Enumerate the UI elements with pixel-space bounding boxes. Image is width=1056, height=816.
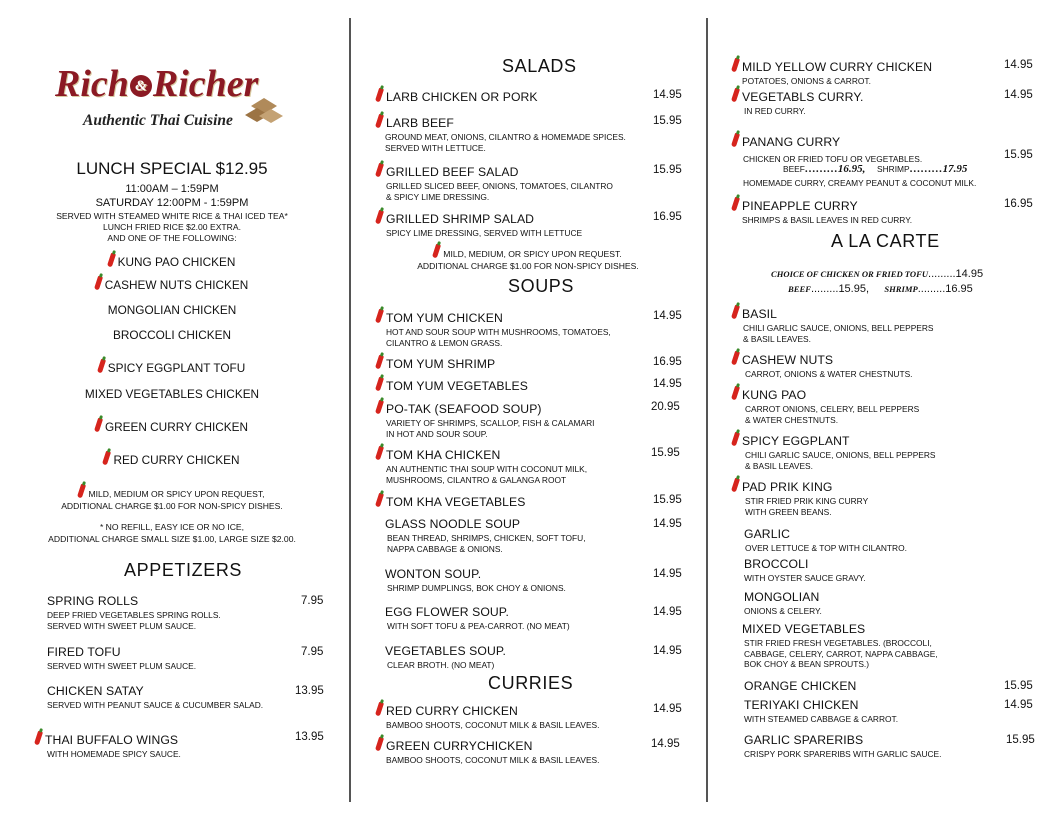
salads-heading: SALADS <box>502 56 577 76</box>
item-name: TOM YUM CHICKEN <box>386 311 503 325</box>
menu-item <box>377 355 677 371</box>
lunch-option: GREEN CURRY CHICKEN <box>22 418 322 434</box>
chili-icon <box>375 309 384 324</box>
item-price: 13.95 <box>295 731 324 743</box>
curries-heading: CURRIES <box>488 673 574 693</box>
chili-icon <box>731 386 740 401</box>
menu-item <box>47 645 327 672</box>
item-desc: IN RED CURRY. <box>744 106 806 116</box>
column-divider-1 <box>349 18 351 802</box>
item-name: EGG FLOWER SOUP. <box>385 605 509 619</box>
menu-item <box>733 351 993 380</box>
item-name: THAI BUFFALO WINGS <box>45 733 179 747</box>
item-price: 14.95 <box>653 89 682 101</box>
item-price: 15.95 <box>653 494 682 506</box>
item-name: BASIL <box>742 307 778 321</box>
lunch-hours-weekday: 11:00AM – 1:59PM <box>125 183 219 195</box>
menu-item <box>744 590 1004 617</box>
logo-word-1: Rich <box>55 63 129 105</box>
item-name: CHICKEN SATAY <box>47 684 144 698</box>
chili-icon <box>375 114 384 129</box>
chili-icon <box>375 377 384 392</box>
lunch-option: RED CURRY CHICKEN <box>22 451 322 467</box>
soups-heading: SOUPS <box>508 276 575 296</box>
chili-icon <box>731 197 740 212</box>
item-price: 14.95 <box>651 738 680 750</box>
chili-icon <box>375 88 384 103</box>
item-desc: BAMBOO SHOOTS, COCONUT MILK & BASIL LEAVES. <box>386 755 600 765</box>
item-desc: CLEAR BROTH. (NO MEAT) <box>387 660 495 670</box>
item-name: TOM YUM VEGETABLES <box>386 379 528 393</box>
item-price: 14.95 <box>653 703 682 715</box>
item-name: SPRING ROLLS <box>47 594 139 608</box>
menu-item <box>744 557 1004 584</box>
item-price: 15.95 <box>1004 680 1033 692</box>
item-desc: OVER LETTUCE & TOP WITH CILANTRO. <box>745 543 907 553</box>
menu-item <box>744 527 1004 554</box>
appetizers-heading: APPETIZERS <box>124 560 243 580</box>
item-name: LARB CHICKEN OR PORK <box>386 90 538 104</box>
item-name: CASHEW NUTS <box>742 353 834 367</box>
chili-icon <box>731 478 740 493</box>
item-price: 15.95 <box>651 447 680 459</box>
item-desc: ONIONS & CELERY. <box>744 606 822 616</box>
logo-tagline: Authentic Thai Cuisine <box>83 112 233 129</box>
item-name: TERIYAKI CHICKEN <box>744 698 859 712</box>
chili-icon <box>731 88 740 103</box>
menu-item <box>733 58 1023 87</box>
menu-item <box>377 737 677 766</box>
item-price: 15.95 <box>653 164 682 176</box>
item-price: 15.95 <box>1004 149 1033 161</box>
item-name: GARLIC <box>744 527 790 541</box>
alacarte-beef-label: BEEF <box>788 284 811 294</box>
item-desc: WITH HOMEMADE SPICY SAUCE. <box>47 749 181 759</box>
item-name: SPICY EGGPLANT <box>742 434 850 448</box>
chili-icon <box>94 276 103 291</box>
panang-beef-label: BEEF <box>783 164 805 174</box>
chili-icon <box>731 58 740 73</box>
chili-icon <box>731 305 740 320</box>
menu-item <box>744 679 1004 693</box>
menu-item <box>744 733 1004 760</box>
item-desc: SHRIMP DUMPLINGS, BOK CHOY & ONIONS. <box>387 583 566 593</box>
item-price: 14.95 <box>653 645 682 657</box>
chili-icon <box>107 253 116 268</box>
item-price: 7.95 <box>301 646 324 658</box>
lunch-option: CASHEW NUTS CHICKEN <box>22 276 322 292</box>
menu-item <box>377 114 677 153</box>
menu-item <box>377 210 677 239</box>
chili-icon <box>375 493 384 508</box>
logo-ornament-icon <box>245 98 283 128</box>
item-name: RED CURRY CHICKEN <box>386 704 518 718</box>
item-price: 14.95 <box>653 568 682 580</box>
item-desc: SHRIMPS & BASIL LEAVES IN RED CURRY. <box>742 215 913 225</box>
panang-shrimp-price: ………17.95 <box>909 163 968 175</box>
item-name: LARB BEEF <box>386 116 454 130</box>
chili-icon <box>375 210 384 225</box>
item-price: 14.95 <box>1004 59 1033 71</box>
chili-icon <box>731 432 740 447</box>
item-desc: CRISPY PORK SPARERIBS WITH GARLIC SAUCE. <box>744 749 942 759</box>
alacarte-shrimp-price: .........16.95 <box>917 283 973 295</box>
chili-icon <box>34 731 43 746</box>
menu-item <box>36 731 316 760</box>
chili-icon <box>375 400 384 415</box>
item-desc: CHILI GARLIC SAUCE, ONIONS, BELL PEPPERS & BASIL LEAVES. <box>745 450 936 471</box>
menu-item <box>733 305 993 344</box>
item-price: 14.95 <box>1004 89 1033 101</box>
menu-item <box>733 197 1023 226</box>
item-name: PAD PRIK KING <box>742 480 833 494</box>
item-name: BROCCOLI <box>744 557 809 571</box>
item-name: PINEAPPLE CURRY <box>742 199 858 213</box>
chili-icon <box>97 359 106 374</box>
lunch-note-served: SERVED WITH STEAMED WHITE RICE & THAI ICED TEA* <box>56 211 288 221</box>
panang-shrimp-label: SHRIMP <box>877 164 910 174</box>
item-price: 7.95 <box>301 595 324 607</box>
menu-item <box>385 567 675 594</box>
item-desc: WITH OYSTER SAUCE GRAVY. <box>744 573 866 583</box>
chili-icon <box>102 451 111 466</box>
item-price: 15.95 <box>1006 734 1035 746</box>
chili-icon <box>77 484 86 499</box>
item-price: 15.95 <box>653 115 682 127</box>
item-price: 14.95 <box>1004 699 1033 711</box>
menu-item <box>742 622 1002 670</box>
alacarte-upgrade-line <box>788 283 973 295</box>
lunch-spicy-note: MILD, MEDIUM OR SPICY UPON REQUEST, ADDITIONAL CHARGE $1.00 FOR NON-SPICY DISHES. <box>22 484 322 512</box>
chili-icon <box>375 702 384 717</box>
item-name: PO-TAK (SEAFOOD SOUP) <box>386 402 542 416</box>
salads-spicy-note: MILD, MEDIUM, OR SPICY UPON REQUEST. ADDITIONAL CHARGE $1.00 FOR NON-SPICY DISHES. <box>378 244 678 272</box>
chili-icon <box>731 133 740 148</box>
item-name: WONTON SOUP. <box>385 567 482 581</box>
lunch-hours-saturday: SATURDAY 12:00PM - 1:59PM <box>95 197 249 209</box>
menu-item <box>385 517 675 554</box>
item-name: TOM YUM SHRIMP <box>386 357 496 371</box>
lunch-special-title: LUNCH SPECIAL $12.95 <box>76 159 268 178</box>
item-name: PANANG CURRY <box>742 135 841 149</box>
menu-item <box>733 133 1033 165</box>
alacarte-heading: A LA CARTE <box>831 231 940 251</box>
item-name: MIXED VEGETABLES <box>742 622 866 636</box>
menu-item <box>377 163 677 202</box>
logo-word-2: Richer <box>152 63 259 105</box>
item-name: MILD YELLOW CURRY CHICKEN <box>742 60 933 74</box>
item-desc: CARROT, ONIONS & WATER CHESTNUTS. <box>745 369 913 379</box>
item-desc: HOT AND SOUR SOUP WITH MUSHROOMS, TOMATOES, CILANTRO & LEMON GRASS. <box>386 327 611 348</box>
item-price: 14.95 <box>653 310 682 322</box>
alacarte-beef-price: .........15.95, <box>810 283 870 295</box>
menu-item <box>733 432 993 471</box>
item-desc: DEEP FRIED VEGETABLES SPRING ROLLS. SERVED WITH SWEET PLUM SAUCE. <box>47 610 221 631</box>
chili-icon <box>375 355 384 370</box>
logo <box>55 62 295 137</box>
item-name: GRILLED BEEF SALAD <box>386 165 519 179</box>
item-price: 14.95 <box>653 606 682 618</box>
chili-icon <box>432 244 441 259</box>
panang-upgrade-prices <box>783 163 967 175</box>
lunch-note-fried-rice: LUNCH FRIED RICE $2.00 EXTRA. <box>102 222 241 232</box>
item-name: GLASS NOODLE SOUP <box>385 517 521 531</box>
item-name: TOM KHA VEGETABLES <box>386 495 526 509</box>
item-desc: WITH SOFT TOFU & PEA-CARROT. (NO MEAT) <box>387 621 570 631</box>
column-divider-2 <box>706 18 708 802</box>
item-desc: STIR FRIED PRIK KING CURRY WITH GREEN BEANS. <box>745 496 869 517</box>
lunch-option: SPICY EGGPLANT TOFU <box>22 359 322 375</box>
menu-item <box>733 478 993 517</box>
alacarte-choice-line <box>771 268 983 280</box>
item-price: 13.95 <box>295 685 324 697</box>
menu-item <box>385 605 675 632</box>
item-desc: SERVED WITH SWEET PLUM SAUCE. <box>47 661 197 671</box>
item-desc: CHILI GARLIC SAUCE, ONIONS, BELL PEPPERS & BASIL LEAVES. <box>743 323 934 344</box>
menu-item <box>377 493 677 509</box>
item-name: GRILLED SHRIMP SALAD <box>386 212 535 226</box>
menu-item <box>377 400 677 439</box>
item-desc: SPICY LIME DRESSING, SERVED WITH LETTUCE <box>386 228 583 238</box>
item-name: FIRED TOFU <box>47 645 121 659</box>
lunch-refill-note: * NO REFILL, EASY ICE OR NO ICE, ADDITIONAL CHARGE SMALL SIZE $1.00, LARGE SIZE $2.00. <box>48 522 296 544</box>
item-desc: VARIETY OF SHRIMPS, SCALLOP, FISH & CALAMARI IN HOT AND SOUR SOUP. <box>386 418 595 439</box>
alacarte-shrimp-label: SHRIMP <box>884 284 918 294</box>
item-price: 16.95 <box>653 356 682 368</box>
item-desc: POTATOES, ONIONS & CARROT. <box>742 76 871 86</box>
lunch-notes <box>22 211 322 244</box>
item-price: 14.95 <box>653 378 682 390</box>
item-name: ORANGE CHICKEN <box>744 679 857 693</box>
lunch-note-choose: AND ONE OF THE FOLLOWING: <box>107 233 237 243</box>
item-name: KUNG PAO <box>742 388 807 402</box>
menu-item <box>377 446 677 485</box>
chili-icon <box>375 446 384 461</box>
menu-item <box>733 386 993 425</box>
item-name: VEGETABLES SOUP. <box>385 644 507 658</box>
lunch-option: MONGOLIAN CHICKEN <box>107 303 237 317</box>
chili-icon <box>375 163 384 178</box>
item-desc: SERVED WITH PEANUT SAUCE & CUCUMBER SALAD. <box>47 700 264 710</box>
item-name: VEGETABLS CURRY. <box>742 90 864 104</box>
item-desc: GROUND MEAT, ONIONS, CILANTRO & HOMEMADE SPICES. SERVED WITH LETTUCE. <box>385 132 626 153</box>
item-desc: BAMBOO SHOOTS, COCONUT MILK & BASIL LEAVES. <box>386 720 600 730</box>
lunch-option: MIXED VEGETABLES CHICKEN <box>84 387 260 401</box>
menu-item <box>47 684 327 711</box>
menu-item <box>377 88 667 104</box>
item-price: 16.95 <box>1004 198 1033 210</box>
panang-beef-price: ………16.95, <box>804 163 866 175</box>
panang-note: HOMEMADE CURRY, CREAMY PEANUT & COCONUT MILK. <box>743 178 977 188</box>
item-desc: BEAN THREAD, SHRIMPS, CHICKEN, SOFT TOFU, NAPPA CABBAGE & ONIONS. <box>387 533 586 554</box>
menu-item <box>47 594 327 631</box>
item-name: GREEN CURRYCHICKEN <box>386 739 533 753</box>
menu-item <box>377 377 677 393</box>
alacarte-choice-label: CHOICE OF CHICKEN OR FRIED TOFU <box>771 269 929 279</box>
menu-item <box>377 309 677 348</box>
item-price: 14.95 <box>653 518 682 530</box>
item-desc: STIR FRIED FRESH VEGETABLES. (BROCCOLI, CABBAGE, CELERY, CARROT, NAPPA CABBAGE, BOK CHOY & BEAN SPROUTS.) <box>744 638 938 670</box>
item-price: 20.95 <box>651 401 680 413</box>
item-name: TOM KHA CHICKEN <box>386 448 501 462</box>
alacarte-choice-price: .........14.95 <box>928 268 984 280</box>
lunch-option: BROCCOLI CHICKEN <box>113 328 231 342</box>
item-desc: CARROT ONIONS, CELERY, BELL PEPPERS & WATER CHESTNUTS. <box>745 404 920 425</box>
lunch-option: KUNG PAO CHICKEN <box>22 253 322 269</box>
item-desc: GRILLED SLICED BEEF, ONIONS, TOMATOES, CILANTRO & SPICY LIME DRESSING. <box>386 181 613 202</box>
chili-icon <box>731 351 740 366</box>
menu-item <box>744 698 1004 725</box>
item-price: 16.95 <box>653 211 682 223</box>
menu-item <box>377 702 677 731</box>
item-desc: WITH STEAMED CABBAGE & CARROT. <box>744 714 899 724</box>
menu-item <box>385 644 675 671</box>
chili-icon <box>375 737 384 752</box>
item-name: GARLIC SPARERIBS <box>744 733 864 747</box>
menu-item <box>733 88 1023 117</box>
lunch-hours <box>22 182 322 210</box>
item-desc: CHICKEN OR FRIED TOFU OR VEGETABLES. <box>743 154 923 164</box>
item-name: MONGOLIAN <box>744 590 820 604</box>
logo-ampersand: & <box>130 75 152 97</box>
item-desc: AN AUTHENTIC THAI SOUP WITH COCONUT MILK, MUSHROOMS, CILANTRO & GALANGA ROOT <box>386 464 588 485</box>
chili-icon <box>94 418 103 433</box>
